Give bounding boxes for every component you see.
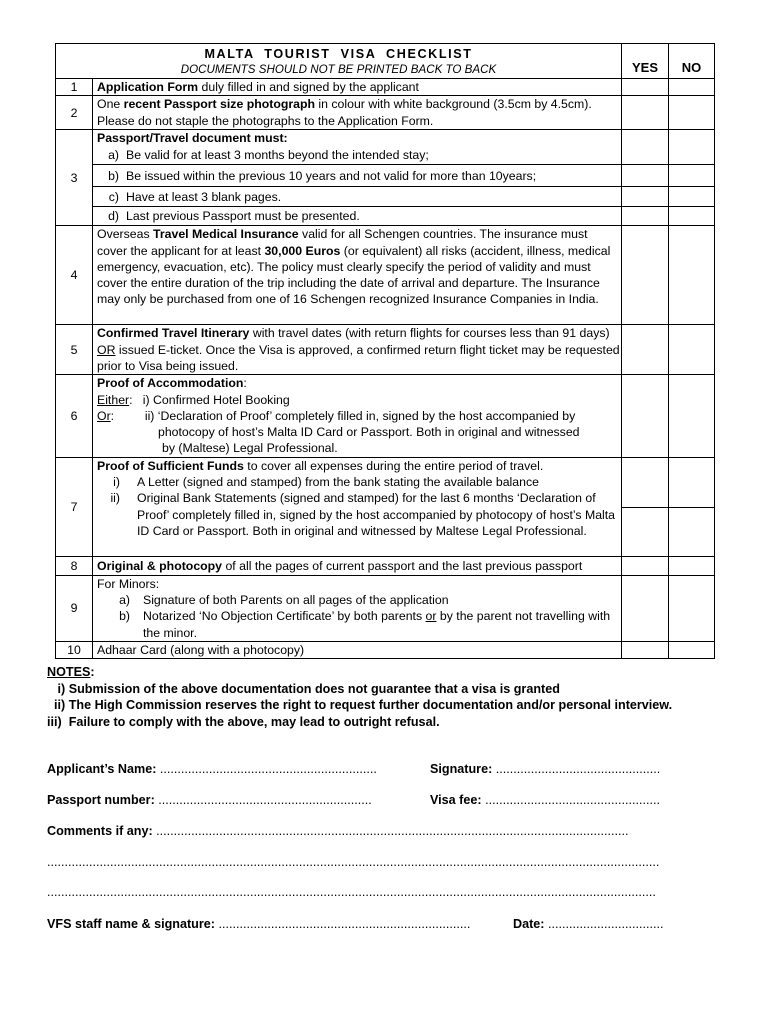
row-number: 5 xyxy=(56,325,93,375)
signature-field[interactable]: Signature: ............................................... xyxy=(430,762,661,776)
row-text: c) Have at least 3 blank pages. xyxy=(93,187,622,207)
no-checkbox[interactable] xyxy=(669,325,715,375)
row-number: 7 xyxy=(56,457,93,556)
no-checkbox[interactable] xyxy=(669,575,715,641)
row-text: Proof of Accommodation: Either: i) Confirmed Hotel Booking Or: ii) ‘Declaration of Proof’ completely filled in, signed by the host accompanied by photocopy of host’s Malta ID Card or Passport. Both in original and witnessed by (Maltese) Legal Professional. xyxy=(93,375,622,457)
applicant-name-label: Applicant’s Name: xyxy=(47,762,157,776)
applicant-name-field[interactable]: Applicant’s Name: .............................................................. xyxy=(47,762,377,776)
table-row xyxy=(56,325,715,375)
row-text: Overseas Travel Medical Insurance valid for all Schengen countries. The insurance must cover the applicant for at least 30,000 Euros (or equivalent) all risks (accident, illness, medical emergency, evacuation, etc). The policy must clearly specify the period of validity and must cover the entire duration of the trip including the date of arrival and departure. The Insurance may only be purchased from one of 16 Schengen recognized Insurance Companies in India. xyxy=(93,226,622,325)
table-row xyxy=(56,457,715,507)
visa-fee-field[interactable]: Visa fee: .................................................. xyxy=(430,793,661,807)
yes-checkbox[interactable] xyxy=(622,641,669,658)
visa-fee-label: Visa fee: xyxy=(430,793,482,807)
no-checkbox[interactable] xyxy=(669,165,715,187)
checklist-table xyxy=(55,43,715,659)
notes-title: NOTES xyxy=(47,665,91,679)
passport-number-label: Passport number: xyxy=(47,793,155,807)
date-label: Date: xyxy=(513,917,545,931)
row-text: Original & photocopy of all the pages of current passport and the last previous passport xyxy=(93,556,622,575)
passport-number-field[interactable]: Passport number: ............................................................. xyxy=(47,793,372,807)
row-text: Adhaar Card (along with a photocopy) xyxy=(93,641,622,658)
yes-checkbox[interactable] xyxy=(622,207,669,226)
row-text: Proof of Sufficient Funds to cover all expenses during the entire period of travel. i) A Letter (signed and stamped) from the bank stating the available balance ii) Original Bank Statements (signed and stamped) for the last 6 months ‘Declaration of Proof’ completely filled in, signed by the host accompanied by photocopy of host’s Malta ID Card or Passport. Both in original and witnessed by Maltese Legal Professional. xyxy=(93,457,622,556)
vfs-staff-field[interactable]: VFS staff name & signature: ........................................................................ xyxy=(47,917,471,931)
yes-checkbox[interactable] xyxy=(622,457,669,507)
notes-section: NOTES: i) Submission of the above documentation does not guarantee that a visa is granted ii) The High Commission reserves the right to request further documentation and/or personal interview. iii) Failure to comply with the above, may lead to outright refusal. xyxy=(47,665,673,729)
table-row xyxy=(56,556,715,575)
comments-line-1[interactable]: ............................................................................................................................................................................... xyxy=(47,855,660,869)
yes-checkbox[interactable] xyxy=(622,79,669,96)
comments-line-2[interactable]: .............................................................................................................................................................................. xyxy=(47,885,656,899)
table-row xyxy=(56,130,715,165)
no-column-header: NO xyxy=(669,44,715,79)
row-number: 8 xyxy=(56,556,93,575)
yes-checkbox[interactable] xyxy=(622,325,669,375)
row-number: 2 xyxy=(56,96,93,130)
yes-checkbox[interactable] xyxy=(622,507,669,556)
yes-checkbox[interactable] xyxy=(622,96,669,130)
row-number: 1 xyxy=(56,79,93,96)
note-3: iii) Failure to comply with the above, may lead to outright refusal. xyxy=(47,714,440,729)
table-header-title-cell xyxy=(56,44,622,79)
no-checkbox[interactable] xyxy=(669,207,715,226)
table-row xyxy=(56,165,715,187)
table-row xyxy=(56,96,715,130)
table-row xyxy=(56,187,715,207)
table-row xyxy=(56,375,715,457)
row-number: 6 xyxy=(56,375,93,457)
date-field[interactable]: Date: ................................. xyxy=(513,917,664,931)
row-text: Application Form duly filled in and signed by the applicant xyxy=(93,79,622,96)
row-text: Passport/Travel document must: a) Be valid for at least 3 months beyond the intended stay; xyxy=(93,130,622,165)
no-checkbox[interactable] xyxy=(669,641,715,658)
table-row xyxy=(56,207,715,226)
yes-checkbox[interactable] xyxy=(622,375,669,457)
no-checkbox[interactable] xyxy=(669,507,715,556)
no-checkbox[interactable] xyxy=(669,187,715,207)
yes-column-header: YES xyxy=(622,44,669,79)
yes-checkbox[interactable] xyxy=(622,165,669,187)
table-row xyxy=(56,79,715,96)
table-row xyxy=(56,575,715,641)
row-text: Confirmed Travel Itinerary with travel dates (with return flights for courses less than 91 days) OR issued E-ticket. Once the Visa is approved, a confirmed return flight ticket may be requested prior to Visa being issued. xyxy=(93,325,622,375)
table-row xyxy=(56,226,715,325)
row-number: 10 xyxy=(56,641,93,658)
no-checkbox[interactable] xyxy=(669,375,715,457)
note-2: ii) The High Commission reserves the right to request further documentation and/or personal interview. xyxy=(47,698,673,713)
comments-label: Comments if any: xyxy=(47,824,153,838)
row-number: 4 xyxy=(56,226,93,325)
row-text: d) Last previous Passport must be presented. xyxy=(93,207,622,226)
note-1: i) Submission of the above documentation does not guarantee that a visa is granted xyxy=(47,681,560,696)
no-checkbox[interactable] xyxy=(669,457,715,507)
comments-field[interactable]: Comments if any: ....................................................................................................................................... xyxy=(47,824,629,838)
row-text: b) Be issued within the previous 10 years and not valid for more than 10years; xyxy=(93,165,622,187)
yes-checkbox[interactable] xyxy=(622,187,669,207)
row-text: For Minors: a) Signature of both Parents on all pages of the application b) Notarized ‘No Objection Certificate’ by both parents or by the parent not travelling with the minor. xyxy=(93,575,622,641)
vfs-staff-label: VFS staff name & signature: xyxy=(47,917,215,931)
no-checkbox[interactable] xyxy=(669,79,715,96)
yes-checkbox[interactable] xyxy=(622,575,669,641)
no-checkbox[interactable] xyxy=(669,226,715,325)
signature-label: Signature: xyxy=(430,762,493,776)
no-checkbox[interactable] xyxy=(669,96,715,130)
checklist-title: MALTA TOURIST VISA CHECKLIST xyxy=(204,47,473,61)
no-checkbox[interactable] xyxy=(669,130,715,165)
row-number: 9 xyxy=(56,575,93,641)
no-checkbox[interactable] xyxy=(669,556,715,575)
yes-checkbox[interactable] xyxy=(622,226,669,325)
row-text: One recent Passport size photograph in colour with white background (3.5cm by 4.5cm). Please do not staple the photographs to the Application Form. xyxy=(93,96,622,130)
yes-checkbox[interactable] xyxy=(622,130,669,165)
yes-checkbox[interactable] xyxy=(622,556,669,575)
row-number: 3 xyxy=(56,130,93,226)
checklist-subtitle: DOCUMENTS SHOULD NOT BE PRINTED BACK TO BACK xyxy=(180,63,497,76)
table-row xyxy=(56,641,715,658)
